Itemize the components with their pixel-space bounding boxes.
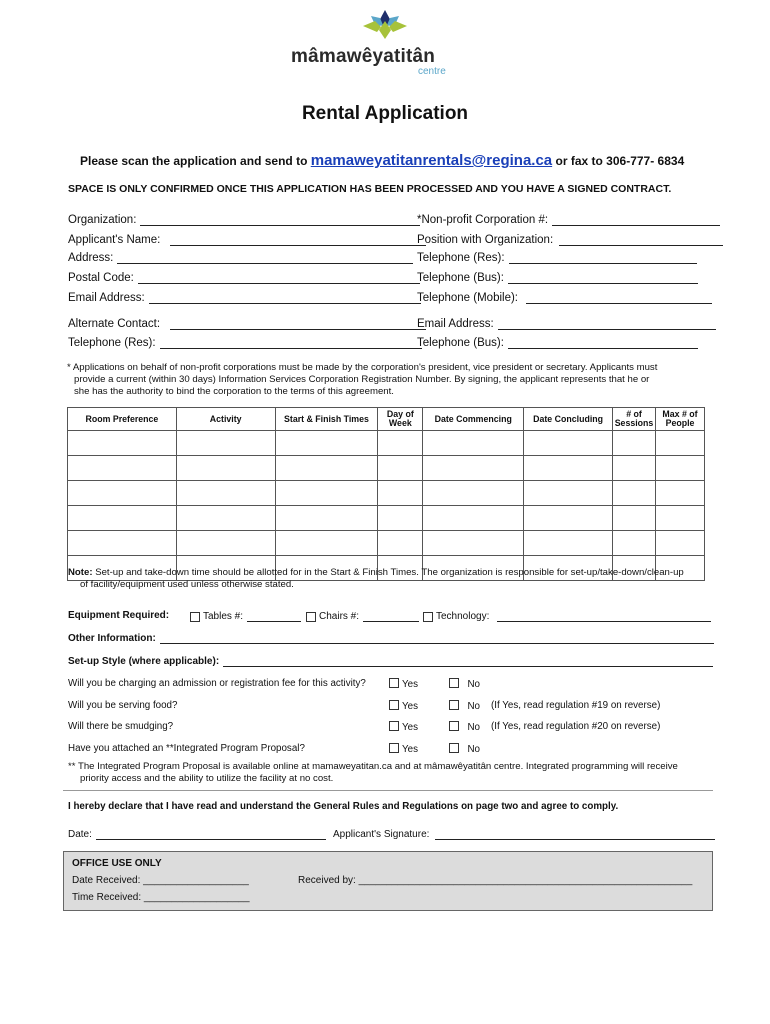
org-subtitle: centre — [418, 66, 446, 77]
alt-email-input[interactable] — [498, 317, 716, 330]
table-cell[interactable] — [68, 506, 177, 531]
checkbox[interactable] — [449, 743, 459, 753]
logo-star-icon — [326, 8, 444, 48]
applicant-name-field: Applicant's Name: — [68, 233, 426, 246]
chairs-checkbox[interactable] — [306, 612, 316, 622]
other-info-input[interactable] — [160, 632, 714, 644]
tables-field: Tables #: — [190, 610, 301, 622]
table-cell[interactable] — [176, 456, 275, 481]
table-row — [68, 506, 705, 531]
admission-no[interactable]: No — [449, 678, 480, 690]
page-title: Rental Application — [301, 103, 469, 124]
food-note: (If Yes, read regulation #19 on reverse) — [491, 700, 661, 711]
alt-tel-res-input[interactable] — [160, 336, 422, 349]
tel-mobile-field: Telephone (Mobile): — [417, 291, 712, 304]
table-cell[interactable] — [176, 431, 275, 456]
room-booking-table — [67, 407, 705, 581]
organization-field: Organization: — [68, 213, 420, 226]
col-start-finish: Start & Finish Times — [275, 408, 378, 431]
table-cell[interactable] — [613, 431, 656, 456]
alt-tel-bus-field: Telephone (Bus): — [417, 336, 698, 349]
tel-mobile-input[interactable] — [526, 291, 712, 304]
col-activity: Activity — [176, 408, 275, 431]
office-title: OFFICE USE ONLY — [72, 858, 162, 869]
question-admission: Will you be charging an admission or registration fee for this activity? — [68, 678, 366, 689]
checkbox[interactable] — [449, 721, 459, 731]
address-field: Address: — [68, 251, 413, 264]
table-cell[interactable] — [68, 431, 177, 456]
table-cell[interactable] — [656, 531, 705, 556]
table-cell[interactable] — [423, 431, 524, 456]
proposal-no[interactable]: No — [449, 743, 480, 755]
proposal-yes[interactable]: Yes — [389, 743, 418, 755]
table-cell[interactable] — [275, 506, 378, 531]
table-cell[interactable] — [275, 456, 378, 481]
tables-checkbox[interactable] — [190, 612, 200, 622]
setup-note-line2: of facility/equipment used unless otherwise stated. — [80, 579, 294, 590]
table-cell[interactable] — [656, 481, 705, 506]
email-link[interactable]: mamaweyatitanrentals@regina.ca — [310, 152, 553, 169]
tel-bus-input[interactable] — [508, 271, 698, 284]
col-date-commencing: Date Commencing — [423, 408, 524, 431]
org-name: mâmawêyatitân — [291, 46, 436, 67]
table-cell[interactable] — [176, 506, 275, 531]
question-food: Will you be serving food? — [68, 700, 178, 711]
position-field: Position with Organization: — [417, 233, 723, 246]
table-row — [68, 456, 705, 481]
table-cell[interactable] — [378, 506, 423, 531]
checkbox[interactable] — [449, 700, 459, 710]
technology-checkbox[interactable] — [423, 612, 433, 622]
table-cell[interactable] — [423, 481, 524, 506]
table-cell[interactable] — [656, 506, 705, 531]
col-date-concluding: Date Concluding — [524, 408, 613, 431]
signature-field: Applicant's Signature: — [333, 828, 715, 840]
checkbox[interactable] — [449, 678, 459, 688]
admission-yes[interactable]: Yes — [389, 678, 418, 690]
table-cell[interactable] — [613, 481, 656, 506]
other-info-field: Other Information: — [68, 632, 714, 644]
declaration: I hereby declare that I have read and understand the General Rules and Regulations on page two and agree to comply. — [68, 801, 619, 812]
table-row — [68, 481, 705, 506]
date-field: Date: — [68, 828, 326, 840]
table-cell[interactable] — [613, 456, 656, 481]
organization-input[interactable] — [140, 213, 420, 226]
table-cell[interactable] — [524, 456, 613, 481]
table-cell[interactable] — [68, 481, 177, 506]
divider — [63, 790, 713, 791]
equipment-label: Equipment Required: — [68, 610, 170, 621]
tel-bus-field: Telephone (Bus): — [417, 271, 698, 284]
time-received: Time Received: ___________________ — [72, 892, 250, 903]
table-header-row — [68, 408, 705, 431]
submission-instructions: Please scan the application and send to mamaweyatitanrentals@regina.ca or fax to 306-777- 6834 — [80, 152, 685, 169]
alt-contact-input[interactable] — [170, 317, 426, 330]
nonprofit-input[interactable] — [552, 213, 720, 226]
col-day-of-week: Day of Week — [378, 408, 423, 431]
table-cell[interactable] — [423, 456, 524, 481]
confirmation-notice: SPACE IS ONLY CONFIRMED ONCE THIS APPLICATION HAS BEEN PROCESSED AND YOU HAVE A SIGNED CONTRACT. — [68, 183, 672, 195]
email-field: Email Address: — [68, 291, 421, 304]
alt-contact-field: Alternate Contact: — [68, 317, 426, 330]
office-use-box — [63, 851, 713, 911]
table-cell[interactable] — [68, 531, 177, 556]
address-input[interactable] — [117, 251, 413, 264]
setup-style-input[interactable] — [223, 655, 713, 667]
food-yes[interactable]: Yes — [389, 700, 418, 712]
nonprofit-note-line: provide a current (within 30 days) Information Services Corporation Registration Number. By signing, the applicant represents that he or — [74, 374, 650, 385]
alt-tel-res-field: Telephone (Res): — [68, 336, 422, 349]
nonprofit-note-line: she has the authority to bind the corporation to the terms of this agreement. — [74, 386, 394, 397]
table-cell[interactable] — [423, 531, 524, 556]
setup-style-field: Set-up Style (where applicable): — [68, 655, 713, 667]
table-cell[interactable] — [423, 506, 524, 531]
table-cell[interactable] — [176, 481, 275, 506]
tel-res-field: Telephone (Res): — [417, 251, 697, 264]
table-cell[interactable] — [656, 431, 705, 456]
table-cell[interactable] — [613, 531, 656, 556]
table-row — [68, 531, 705, 556]
chairs-field: Chairs #: — [306, 610, 419, 622]
signature-input[interactable] — [435, 828, 715, 840]
table-cell[interactable] — [378, 456, 423, 481]
table-cell[interactable] — [524, 531, 613, 556]
date-received: Date Received: ___________________ — [72, 875, 249, 886]
postal-code-field: Postal Code: — [68, 271, 420, 284]
col-room-preference: Room Preference — [68, 408, 177, 431]
question-smudging: Will there be smudging? — [68, 721, 174, 732]
table-cell[interactable] — [378, 431, 423, 456]
table-cell[interactable] — [524, 506, 613, 531]
alt-tel-bus-input[interactable] — [508, 336, 698, 349]
table-cell[interactable] — [176, 531, 275, 556]
table-cell[interactable] — [275, 431, 378, 456]
technology-field: Technology: — [423, 610, 711, 622]
smudging-no[interactable]: No — [449, 721, 480, 733]
applicant-name-input[interactable] — [170, 233, 426, 246]
table-cell[interactable] — [68, 456, 177, 481]
table-cell[interactable] — [378, 481, 423, 506]
tel-res-input[interactable] — [509, 251, 697, 264]
table-cell[interactable] — [275, 481, 378, 506]
proposal-note-line: ** The Integrated Program Proposal is available online at mamaweyatitan.ca and at mâmawêyatitân centre. Integrated programming will receive — [68, 761, 678, 772]
food-no[interactable]: No — [449, 700, 480, 712]
col-max-people: Max # of People — [656, 408, 705, 431]
email-input[interactable] — [149, 291, 421, 304]
table-cell[interactable] — [524, 481, 613, 506]
position-input[interactable] — [559, 233, 723, 246]
nonprofit-field: *Non-profit Corporation #: — [417, 213, 720, 226]
tables-input[interactable] — [247, 610, 301, 622]
table-cell[interactable] — [656, 456, 705, 481]
postal-code-input[interactable] — [138, 271, 420, 284]
alt-email-field: Email Address: — [417, 317, 716, 330]
received-by: Received by: ____________________________________________________________ — [298, 875, 693, 886]
table-cell[interactable] — [524, 431, 613, 456]
smudging-note: (If Yes, read regulation #20 on reverse) — [491, 721, 661, 732]
checkbox[interactable] — [389, 743, 399, 753]
nonprofit-note-line: * Applications on behalf of non-profit corporations must be made by the corporation's president, vice president or secretary. Applicants must — [67, 362, 658, 373]
setup-note: Note: Set-up and take-down time should be allotted for in the Start & Finish Times. The organization is responsible for set-up/take-down/clean-up — [68, 567, 684, 578]
technology-input[interactable] — [497, 610, 711, 622]
table-cell[interactable] — [378, 531, 423, 556]
question-proposal: Have you attached an **Integrated Program Proposal? — [68, 743, 305, 754]
table-cell[interactable] — [275, 531, 378, 556]
chairs-input[interactable] — [363, 610, 419, 622]
checkbox[interactable] — [389, 721, 399, 731]
col-sessions: # of Sessions — [613, 408, 656, 431]
proposal-note-line: priority access and the ability to utilize the facility at no cost. — [80, 773, 334, 784]
date-input[interactable] — [96, 828, 326, 840]
table-row — [68, 431, 705, 456]
table-cell[interactable] — [613, 506, 656, 531]
checkbox[interactable] — [389, 678, 399, 688]
smudging-yes[interactable]: Yes — [389, 721, 418, 733]
checkbox[interactable] — [389, 700, 399, 710]
